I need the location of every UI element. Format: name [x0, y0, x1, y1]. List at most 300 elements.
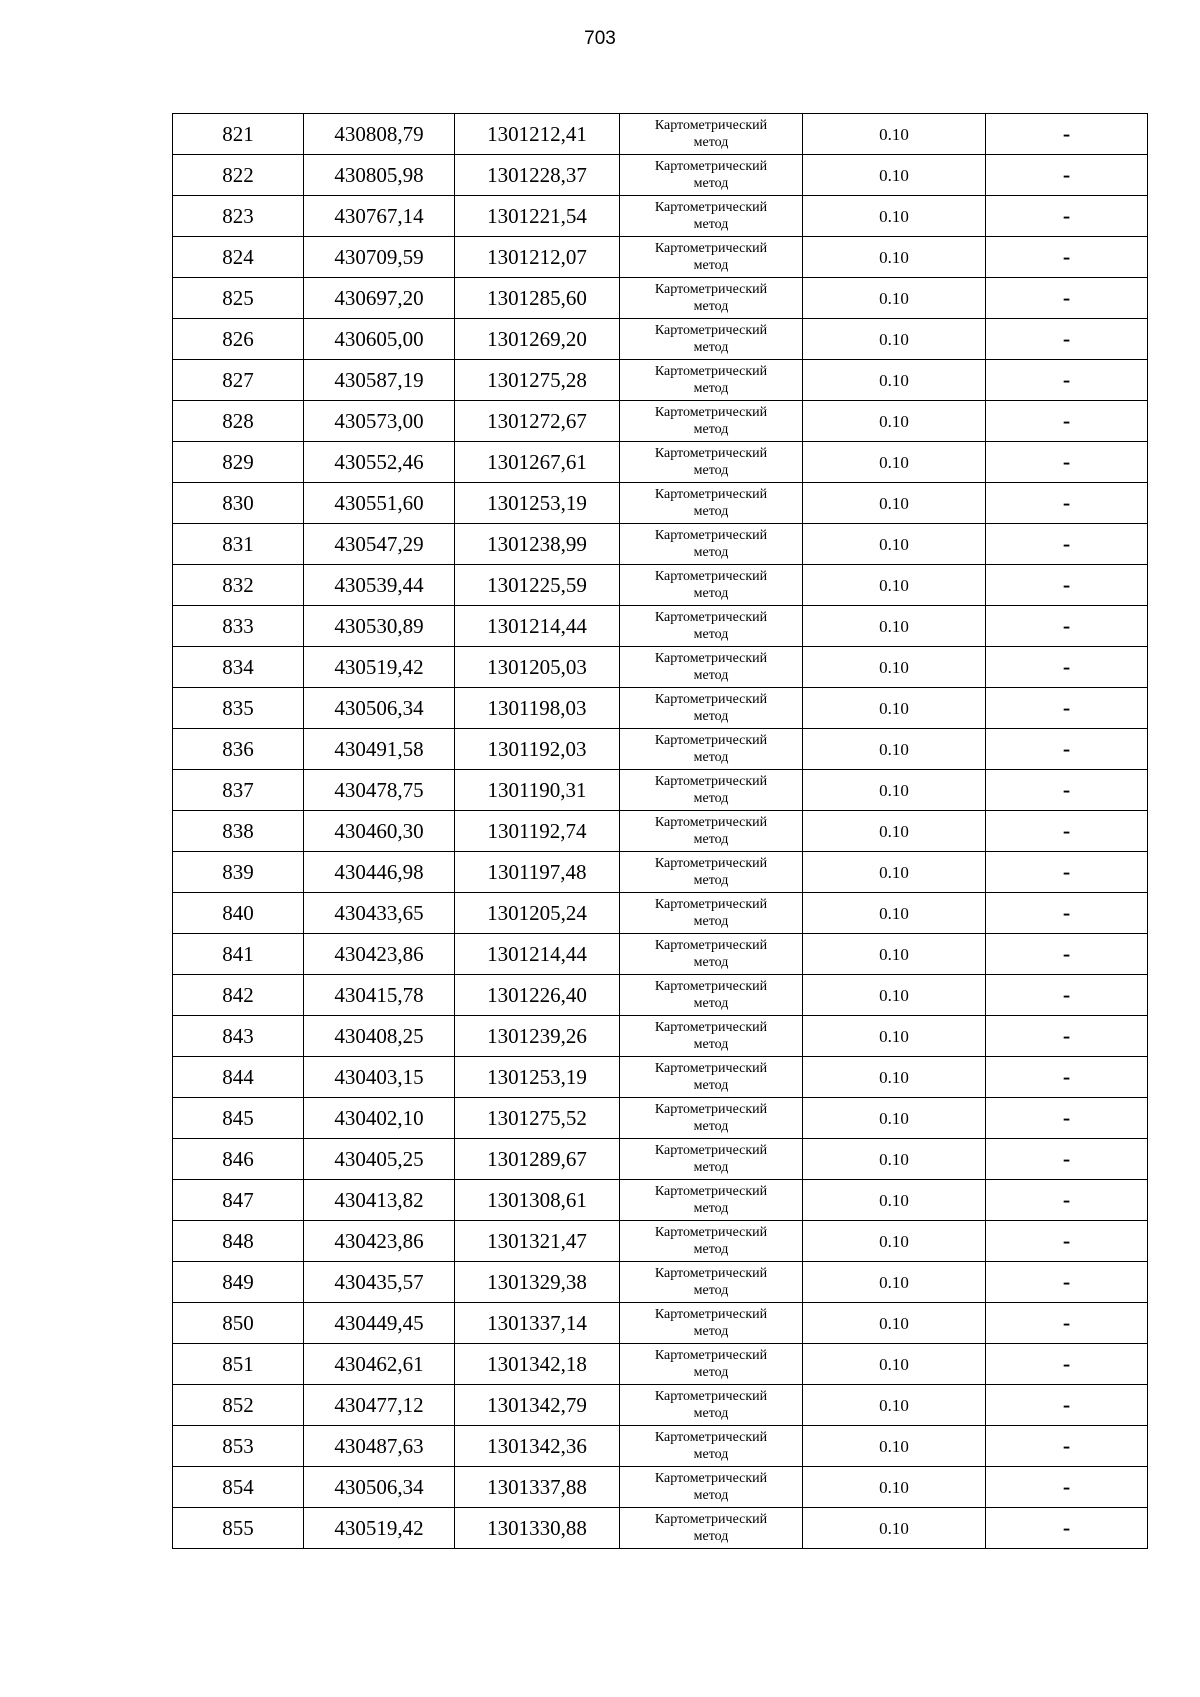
method-cell: [620, 1467, 803, 1508]
table-row: [173, 237, 1148, 278]
x-coordinate-cell: 430402,10: [304, 1098, 455, 1139]
method-line-1: Картометрический: [654, 1471, 768, 1486]
method-line-1: Картометрический: [654, 1430, 768, 1445]
table-row: [173, 196, 1148, 237]
description-cell: -: [986, 975, 1148, 1016]
point-number-cell: 833: [173, 606, 304, 647]
description-cell: -: [986, 1467, 1148, 1508]
x-coordinate-cell: 430767,14: [304, 196, 455, 237]
y-coordinate-cell: 1301285,60: [455, 278, 620, 319]
y-coordinate-cell: 1301221,54: [455, 196, 620, 237]
table-row: [173, 565, 1148, 606]
method-line-1: Картометрический: [654, 856, 768, 871]
method-cell: [620, 442, 803, 483]
description-cell: -: [986, 811, 1148, 852]
accuracy-cell: 0.10: [803, 360, 986, 401]
method-line-1: Картометрический: [654, 1061, 768, 1076]
method-cell: [620, 934, 803, 975]
method-line-1: Картометрический: [654, 241, 768, 256]
x-coordinate-cell: 430539,44: [304, 565, 455, 606]
method-line-2: метод: [693, 1119, 729, 1134]
description-cell: -: [986, 1426, 1148, 1467]
description-cell: -: [986, 1221, 1148, 1262]
y-coordinate-cell: 1301226,40: [455, 975, 620, 1016]
method-cell: [620, 852, 803, 893]
accuracy-cell: 0.10: [803, 1180, 986, 1221]
method-cell: [620, 401, 803, 442]
x-coordinate-cell: 430605,00: [304, 319, 455, 360]
method-cell: [620, 1221, 803, 1262]
table-row: [173, 1098, 1148, 1139]
table-row: [173, 893, 1148, 934]
y-coordinate-cell: 1301192,03: [455, 729, 620, 770]
x-coordinate-cell: 430478,75: [304, 770, 455, 811]
coordinates-table-body: [173, 114, 1148, 1549]
accuracy-cell: 0.10: [803, 811, 986, 852]
method-line-2: метод: [693, 1406, 729, 1421]
description-cell: -: [986, 1262, 1148, 1303]
method-line-1: Картометрический: [654, 528, 768, 543]
description-cell: -: [986, 1057, 1148, 1098]
point-number-cell: 842: [173, 975, 304, 1016]
accuracy-cell: 0.10: [803, 114, 986, 155]
method-cell: [620, 893, 803, 934]
description-cell: -: [986, 647, 1148, 688]
description-cell: -: [986, 893, 1148, 934]
method-cell: [620, 975, 803, 1016]
method-line-1: Картометрический: [654, 323, 768, 338]
accuracy-cell: 0.10: [803, 606, 986, 647]
accuracy-cell: 0.10: [803, 729, 986, 770]
accuracy-cell: 0.10: [803, 1057, 986, 1098]
method-line-2: метод: [693, 422, 729, 437]
y-coordinate-cell: 1301267,61: [455, 442, 620, 483]
x-coordinate-cell: 430435,57: [304, 1262, 455, 1303]
method-line-2: метод: [693, 668, 729, 683]
x-coordinate-cell: 430477,12: [304, 1385, 455, 1426]
method-line-1: Картометрический: [654, 733, 768, 748]
method-line-2: метод: [693, 1242, 729, 1257]
x-coordinate-cell: 430805,98: [304, 155, 455, 196]
x-coordinate-cell: 430433,65: [304, 893, 455, 934]
point-number-cell: 825: [173, 278, 304, 319]
accuracy-cell: 0.10: [803, 852, 986, 893]
description-cell: -: [986, 319, 1148, 360]
method-line-2: метод: [693, 1160, 729, 1175]
y-coordinate-cell: 1301190,31: [455, 770, 620, 811]
accuracy-cell: 0.10: [803, 483, 986, 524]
x-coordinate-cell: 430403,15: [304, 1057, 455, 1098]
accuracy-cell: 0.10: [803, 278, 986, 319]
x-coordinate-cell: 430413,82: [304, 1180, 455, 1221]
y-coordinate-cell: 1301253,19: [455, 1057, 620, 1098]
method-cell: [620, 1016, 803, 1057]
method-line-1: Картометрический: [654, 487, 768, 502]
point-number-cell: 852: [173, 1385, 304, 1426]
coordinates-table: [172, 113, 1148, 1549]
table-row: [173, 1344, 1148, 1385]
table-row: [173, 770, 1148, 811]
accuracy-cell: 0.10: [803, 893, 986, 934]
y-coordinate-cell: 1301269,20: [455, 319, 620, 360]
y-coordinate-cell: 1301272,67: [455, 401, 620, 442]
method-line-2: метод: [693, 217, 729, 232]
method-line-2: метод: [693, 750, 729, 765]
description-cell: -: [986, 1139, 1148, 1180]
y-coordinate-cell: 1301342,18: [455, 1344, 620, 1385]
description-cell: -: [986, 1344, 1148, 1385]
method-line-1: Картометрический: [654, 897, 768, 912]
description-cell: -: [986, 1180, 1148, 1221]
method-cell: [620, 114, 803, 155]
method-line-2: метод: [693, 504, 729, 519]
accuracy-cell: 0.10: [803, 688, 986, 729]
method-line-2: метод: [693, 586, 729, 601]
point-number-cell: 829: [173, 442, 304, 483]
point-number-cell: 841: [173, 934, 304, 975]
method-line-2: метод: [693, 1529, 729, 1544]
point-number-cell: 826: [173, 319, 304, 360]
point-number-cell: 845: [173, 1098, 304, 1139]
table-row: [173, 1016, 1148, 1057]
table-row: [173, 975, 1148, 1016]
accuracy-cell: 0.10: [803, 237, 986, 278]
x-coordinate-cell: 430449,45: [304, 1303, 455, 1344]
table-row: [173, 1467, 1148, 1508]
method-cell: [620, 606, 803, 647]
y-coordinate-cell: 1301330,88: [455, 1508, 620, 1549]
method-line-1: Картометрический: [654, 938, 768, 953]
y-coordinate-cell: 1301192,74: [455, 811, 620, 852]
point-number-cell: 824: [173, 237, 304, 278]
accuracy-cell: 0.10: [803, 319, 986, 360]
y-coordinate-cell: 1301329,38: [455, 1262, 620, 1303]
table-row: [173, 852, 1148, 893]
x-coordinate-cell: 430573,00: [304, 401, 455, 442]
point-number-cell: 855: [173, 1508, 304, 1549]
x-coordinate-cell: 430697,20: [304, 278, 455, 319]
method-cell: [620, 483, 803, 524]
point-number-cell: 846: [173, 1139, 304, 1180]
method-cell: [620, 1180, 803, 1221]
method-line-2: метод: [693, 176, 729, 191]
accuracy-cell: 0.10: [803, 1221, 986, 1262]
method-line-1: Картометрический: [654, 692, 768, 707]
method-cell: [620, 770, 803, 811]
y-coordinate-cell: 1301212,07: [455, 237, 620, 278]
method-cell: [620, 319, 803, 360]
method-line-2: метод: [693, 463, 729, 478]
point-number-cell: 853: [173, 1426, 304, 1467]
description-cell: -: [986, 770, 1148, 811]
y-coordinate-cell: 1301239,26: [455, 1016, 620, 1057]
description-cell: -: [986, 196, 1148, 237]
method-line-1: Картометрический: [654, 1348, 768, 1363]
point-number-cell: 834: [173, 647, 304, 688]
description-cell: -: [986, 606, 1148, 647]
description-cell: -: [986, 1016, 1148, 1057]
method-cell: [620, 1303, 803, 1344]
point-number-cell: 836: [173, 729, 304, 770]
method-cell: [620, 1426, 803, 1467]
point-number-cell: 837: [173, 770, 304, 811]
method-line-1: Картометрический: [654, 1266, 768, 1281]
accuracy-cell: 0.10: [803, 1262, 986, 1303]
table-row: [173, 483, 1148, 524]
method-line-1: Картометрический: [654, 405, 768, 420]
method-line-2: метод: [693, 955, 729, 970]
method-line-1: Картометрический: [654, 364, 768, 379]
x-coordinate-cell: 430462,61: [304, 1344, 455, 1385]
point-number-cell: 848: [173, 1221, 304, 1262]
method-line-2: метод: [693, 1447, 729, 1462]
x-coordinate-cell: 430487,63: [304, 1426, 455, 1467]
point-number-cell: 851: [173, 1344, 304, 1385]
method-line-1: Картометрический: [654, 979, 768, 994]
method-line-1: Картометрический: [654, 159, 768, 174]
method-line-2: метод: [693, 791, 729, 806]
y-coordinate-cell: 1301308,61: [455, 1180, 620, 1221]
x-coordinate-cell: 430552,46: [304, 442, 455, 483]
method-cell: [620, 360, 803, 401]
method-line-1: Картометрический: [654, 118, 768, 133]
method-line-2: метод: [693, 299, 729, 314]
method-cell: [620, 524, 803, 565]
point-number-cell: 821: [173, 114, 304, 155]
description-cell: -: [986, 360, 1148, 401]
x-coordinate-cell: 430547,29: [304, 524, 455, 565]
method-line-1: Картометрический: [654, 446, 768, 461]
point-number-cell: 822: [173, 155, 304, 196]
method-line-1: Картометрический: [654, 569, 768, 584]
accuracy-cell: 0.10: [803, 647, 986, 688]
table-row: [173, 1221, 1148, 1262]
x-coordinate-cell: 430446,98: [304, 852, 455, 893]
method-cell: [620, 1098, 803, 1139]
description-cell: -: [986, 524, 1148, 565]
description-cell: -: [986, 1303, 1148, 1344]
method-line-2: метод: [693, 627, 729, 642]
method-line-2: метод: [693, 1201, 729, 1216]
accuracy-cell: 0.10: [803, 1508, 986, 1549]
method-line-1: Картометрический: [654, 1102, 768, 1117]
accuracy-cell: 0.10: [803, 1016, 986, 1057]
accuracy-cell: 0.10: [803, 975, 986, 1016]
method-cell: [620, 729, 803, 770]
method-cell: [620, 1344, 803, 1385]
table-row: [173, 319, 1148, 360]
method-line-2: метод: [693, 1078, 729, 1093]
method-cell: [620, 155, 803, 196]
x-coordinate-cell: 430551,60: [304, 483, 455, 524]
method-cell: [620, 811, 803, 852]
method-line-1: Картометрический: [654, 1143, 768, 1158]
y-coordinate-cell: 1301289,67: [455, 1139, 620, 1180]
point-number-cell: 839: [173, 852, 304, 893]
method-cell: [620, 647, 803, 688]
table-row: [173, 360, 1148, 401]
accuracy-cell: 0.10: [803, 565, 986, 606]
method-line-1: Картометрический: [654, 1020, 768, 1035]
method-line-1: Картометрический: [654, 610, 768, 625]
point-number-cell: 835: [173, 688, 304, 729]
table-row: [173, 1139, 1148, 1180]
description-cell: -: [986, 688, 1148, 729]
table-row: [173, 729, 1148, 770]
y-coordinate-cell: 1301198,03: [455, 688, 620, 729]
table-row: [173, 647, 1148, 688]
y-coordinate-cell: 1301225,59: [455, 565, 620, 606]
method-line-1: Картометрический: [654, 774, 768, 789]
y-coordinate-cell: 1301337,88: [455, 1467, 620, 1508]
table-row: [173, 606, 1148, 647]
table-row: [173, 155, 1148, 196]
accuracy-cell: 0.10: [803, 442, 986, 483]
description-cell: -: [986, 237, 1148, 278]
y-coordinate-cell: 1301238,99: [455, 524, 620, 565]
accuracy-cell: 0.10: [803, 524, 986, 565]
table-row: [173, 934, 1148, 975]
page-number: 703: [584, 28, 616, 49]
method-line-1: Картометрический: [654, 651, 768, 666]
accuracy-cell: 0.10: [803, 196, 986, 237]
method-line-2: метод: [693, 996, 729, 1011]
method-line-2: метод: [693, 1365, 729, 1380]
accuracy-cell: 0.10: [803, 1303, 986, 1344]
x-coordinate-cell: 430491,58: [304, 729, 455, 770]
method-cell: [620, 565, 803, 606]
description-cell: -: [986, 442, 1148, 483]
y-coordinate-cell: 1301214,44: [455, 934, 620, 975]
y-coordinate-cell: 1301205,24: [455, 893, 620, 934]
y-coordinate-cell: 1301342,36: [455, 1426, 620, 1467]
x-coordinate-cell: 430519,42: [304, 647, 455, 688]
accuracy-cell: 0.10: [803, 1139, 986, 1180]
x-coordinate-cell: 430405,25: [304, 1139, 455, 1180]
x-coordinate-cell: 430423,86: [304, 1221, 455, 1262]
method-cell: [620, 1057, 803, 1098]
table-row: [173, 1426, 1148, 1467]
method-cell: [620, 1508, 803, 1549]
y-coordinate-cell: 1301321,47: [455, 1221, 620, 1262]
accuracy-cell: 0.10: [803, 1467, 986, 1508]
method-line-2: метод: [693, 545, 729, 560]
y-coordinate-cell: 1301275,28: [455, 360, 620, 401]
method-line-2: метод: [693, 709, 729, 724]
x-coordinate-cell: 430415,78: [304, 975, 455, 1016]
table-row: [173, 1262, 1148, 1303]
method-line-1: Картометрический: [654, 1184, 768, 1199]
y-coordinate-cell: 1301214,44: [455, 606, 620, 647]
table-row: [173, 1508, 1148, 1549]
method-line-2: метод: [693, 914, 729, 929]
y-coordinate-cell: 1301337,14: [455, 1303, 620, 1344]
method-line-2: метод: [693, 340, 729, 355]
y-coordinate-cell: 1301197,48: [455, 852, 620, 893]
x-coordinate-cell: 430519,42: [304, 1508, 455, 1549]
table-row: [173, 811, 1148, 852]
point-number-cell: 828: [173, 401, 304, 442]
table-row: [173, 401, 1148, 442]
method-line-2: метод: [693, 1037, 729, 1052]
description-cell: -: [986, 483, 1148, 524]
x-coordinate-cell: 430460,30: [304, 811, 455, 852]
x-coordinate-cell: 430808,79: [304, 114, 455, 155]
description-cell: -: [986, 852, 1148, 893]
method-line-1: Картометрический: [654, 1512, 768, 1527]
accuracy-cell: 0.10: [803, 401, 986, 442]
description-cell: -: [986, 565, 1148, 606]
description-cell: -: [986, 1508, 1148, 1549]
accuracy-cell: 0.10: [803, 1098, 986, 1139]
method-line-2: метод: [693, 1488, 729, 1503]
description-cell: -: [986, 278, 1148, 319]
accuracy-cell: 0.10: [803, 155, 986, 196]
point-number-cell: 847: [173, 1180, 304, 1221]
description-cell: -: [986, 934, 1148, 975]
x-coordinate-cell: 430530,89: [304, 606, 455, 647]
method-line-1: Картометрический: [654, 200, 768, 215]
method-line-2: метод: [693, 258, 729, 273]
point-number-cell: 849: [173, 1262, 304, 1303]
table-row: [173, 442, 1148, 483]
method-cell: [620, 1385, 803, 1426]
point-number-cell: 854: [173, 1467, 304, 1508]
point-number-cell: 843: [173, 1016, 304, 1057]
table-row: [173, 524, 1148, 565]
table-row: [173, 1303, 1148, 1344]
accuracy-cell: 0.10: [803, 770, 986, 811]
x-coordinate-cell: 430587,19: [304, 360, 455, 401]
accuracy-cell: 0.10: [803, 1426, 986, 1467]
table-row: [173, 278, 1148, 319]
method-line-2: метод: [693, 832, 729, 847]
method-cell: [620, 237, 803, 278]
method-line-1: Картометрический: [654, 1389, 768, 1404]
method-line-2: метод: [693, 1324, 729, 1339]
point-number-cell: 840: [173, 893, 304, 934]
point-number-cell: 832: [173, 565, 304, 606]
description-cell: -: [986, 1098, 1148, 1139]
x-coordinate-cell: 430709,59: [304, 237, 455, 278]
y-coordinate-cell: 1301275,52: [455, 1098, 620, 1139]
table-row: [173, 1057, 1148, 1098]
description-cell: -: [986, 155, 1148, 196]
x-coordinate-cell: 430423,86: [304, 934, 455, 975]
method-line-1: Картометрический: [654, 282, 768, 297]
point-number-cell: 838: [173, 811, 304, 852]
accuracy-cell: 0.10: [803, 1344, 986, 1385]
accuracy-cell: 0.10: [803, 934, 986, 975]
x-coordinate-cell: 430506,34: [304, 688, 455, 729]
description-cell: -: [986, 114, 1148, 155]
table-row: [173, 688, 1148, 729]
method-line-1: Картометрический: [654, 1225, 768, 1240]
x-coordinate-cell: 430408,25: [304, 1016, 455, 1057]
y-coordinate-cell: 1301212,41: [455, 114, 620, 155]
y-coordinate-cell: 1301253,19: [455, 483, 620, 524]
table-row: [173, 1385, 1148, 1426]
table-row: [173, 114, 1148, 155]
accuracy-cell: 0.10: [803, 1385, 986, 1426]
x-coordinate-cell: 430506,34: [304, 1467, 455, 1508]
y-coordinate-cell: 1301342,79: [455, 1385, 620, 1426]
point-number-cell: 831: [173, 524, 304, 565]
method-cell: [620, 196, 803, 237]
description-cell: -: [986, 729, 1148, 770]
point-number-cell: 830: [173, 483, 304, 524]
method-line-2: метод: [693, 1283, 729, 1298]
